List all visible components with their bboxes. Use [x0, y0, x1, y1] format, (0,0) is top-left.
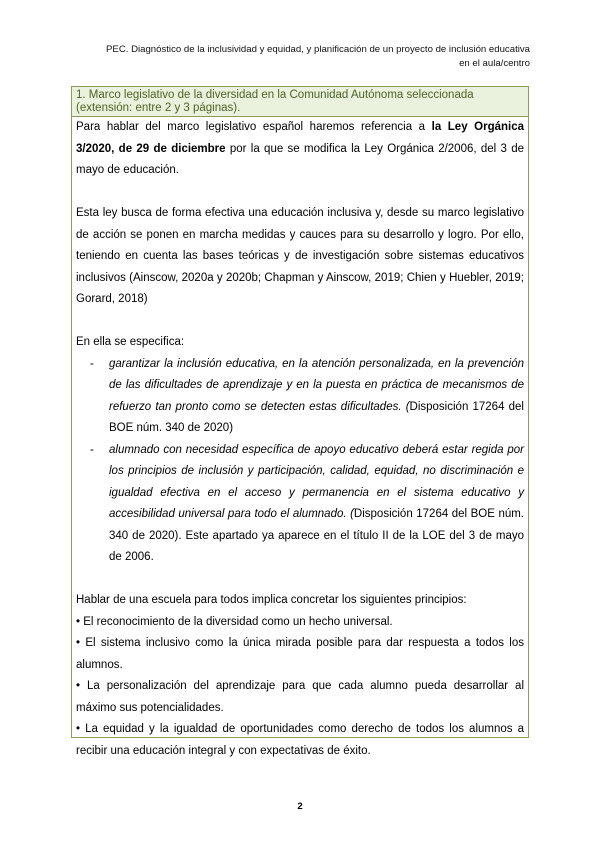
section-content — [72, 117, 528, 762]
paragraph-specifies: En ella se especifica: — [76, 336, 185, 348]
principle-item: • El reconocimiento de la diversidad como un hecho universal. — [76, 615, 393, 628]
law-reference: la Ley Orgánica 3/2020, de 29 de diciembre — [76, 121, 524, 155]
paragraph-objective: Esta ley busca de forma efectiva una educación inclusiva y, desde su marco legislativo de acción se ponen en marcha medidas y cauces para su desarrollo y logro. Por ello, teniendo en cuenta las bases teóricas y de investigación sobre sistemas educativos inclusivos (Ainscow, 2020a y 2020b; Chapman y Ainscow, 2019; Chien y Huebler, 2019; Gorard, 2018) — [76, 207, 524, 305]
paragraph-intro-text: Para hablar del marco legislativo español haremos referencia a — [76, 121, 432, 133]
page-header — [60, 43, 530, 71]
principle-item: • La equidad y la igualdad de oportunidades como derecho de todos los alumnos a recibir una educación integral y con expectativas de éxito. — [76, 723, 524, 757]
dash-marker: - — [90, 443, 94, 456]
dash-marker: - — [90, 357, 94, 370]
dash-item-italic-text: alumnado con necesidad específica de apoyo educativo deberá estar regida por los principios de inclusión y participación, calidad, equidad, no discriminación e igualdad efectiva en el acceso y permanencia en el sistema educativo y accesibilidad universal para todo el alumnado. ( — [109, 443, 524, 520]
paragraph-intro-text-end: por la que se modifica la Ley Orgánica 2/2006, del 3 de mayo de educación. — [76, 142, 525, 176]
paragraph-intro — [76, 117, 524, 182]
header-line-1: PEC. Diagnóstico de la inclusividad y equidad, y planificación de un proyecto de inclusión educativa — [106, 44, 530, 55]
paragraph-principles: Hablar de una escuela para todos implica concretar los siguientes principios: — [76, 594, 467, 606]
page-number: 2 — [297, 801, 303, 812]
principle-item: • La personalización del aprendizaje para que cada alumno pueda desarrollar al máximo sus potencialidades. — [76, 680, 524, 714]
section-title-line-1: 1. Marco legislativo de la diversidad en la Comunidad Autónoma seleccionada — [76, 89, 474, 101]
dash-list-item — [76, 354, 524, 440]
dash-list-item — [76, 440, 524, 569]
dash-item-citation: Disposición 17264 del BOE núm. 340 de 2020) — [109, 400, 524, 434]
section-title-line-2: (extensión: entre 2 y 3 páginas). — [76, 102, 241, 114]
dash-item-citation: Disposición 17264 del BOE núm. 340 de 2020). Este apartado ya aparece en el título II de la LOE del 3 de mayo de 2006. — [109, 508, 525, 563]
principle-item: • El sistema inclusivo como la única mirada posible para dar respuesta a todos los alumnos. — [76, 637, 524, 671]
principles-list — [76, 612, 524, 763]
section-box — [71, 86, 529, 757]
dash-item-italic-text: garantizar la inclusión educativa, en la atención personalizada, en la prevención de las dificultades de aprendizaje y en la puesta en práctica de mecanismos de refuerzo tan pronto como se detecten estas dificultades. ( — [109, 357, 524, 413]
header-line-2: en el aula/centro — [459, 58, 530, 69]
section-title — [72, 87, 528, 117]
